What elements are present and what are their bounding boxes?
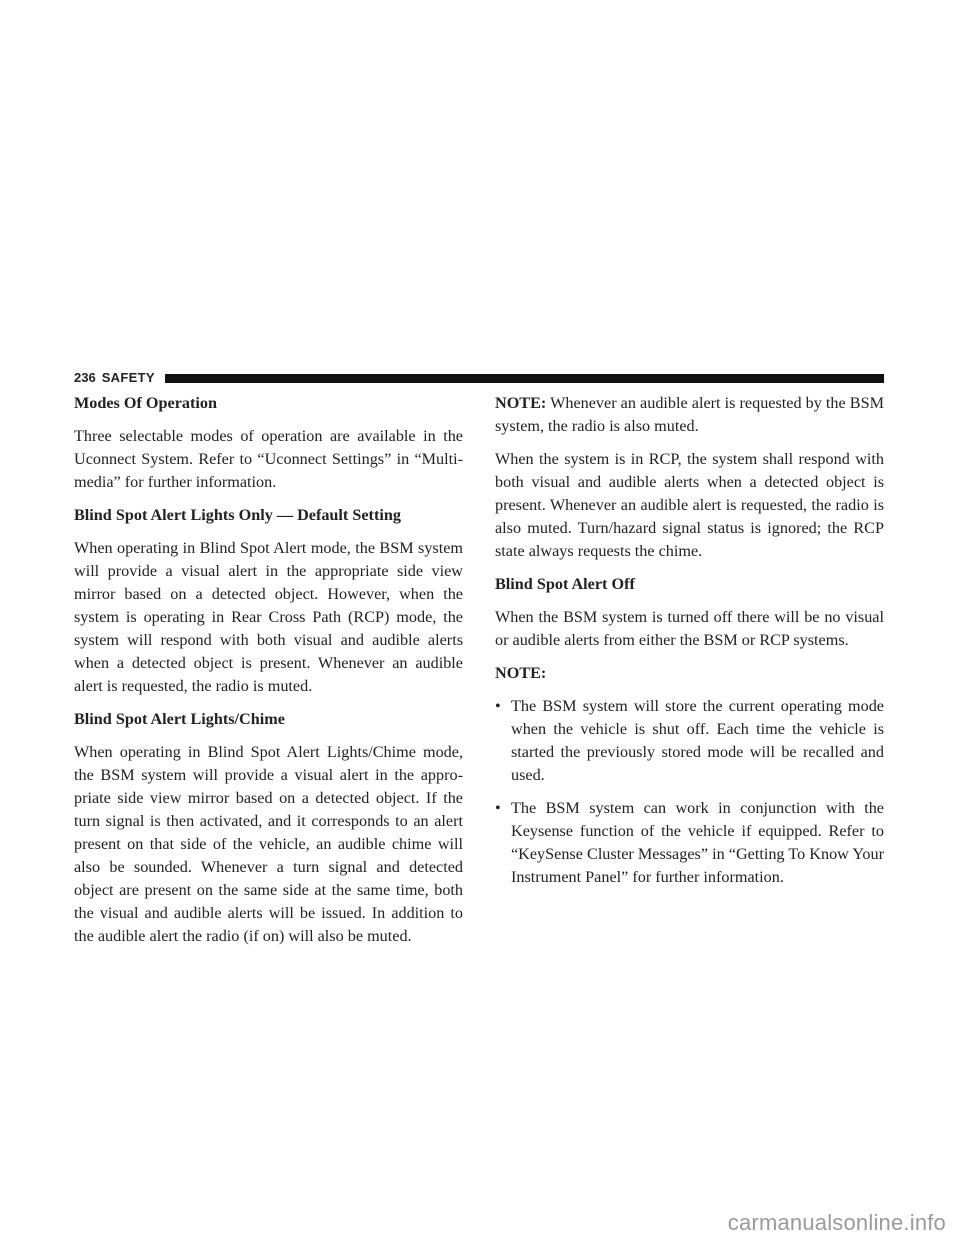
page-header [74, 370, 884, 386]
heading-lights-only: Blind Spot Alert Lights Only — Default Setting [74, 506, 401, 524]
note-audible-muted [495, 392, 884, 438]
paragraph-modes: Three selectable modes of operation are available in the Uconnect System. Refer to “Uconnect Settings” in “Multi-media” for further information. [74, 427, 463, 491]
bullet-icon: • [495, 799, 501, 817]
section-title: SAFETY [101, 370, 155, 385]
heading-lights-chime: Blind Spot Alert Lights/Chime [74, 710, 285, 728]
paragraph-lights-chime: When operating in Blind Spot Alert Lights/Chime mode, the BSM system will provide a visual alert in the appro-priate side view mirror based on a detected object. If the turn signal is then activated, and it corresponds to an alert present on that side of the vehicle, an audible chime will also be sounded. Whenever a turn signal and detected object are present on the same side at the same time, both the visual and audible alerts will be issued. In addition to the audible alert the radio (if on) will also be muted. [74, 743, 463, 945]
paragraph-lights-only: When operating in Blind Spot Alert mode, the BSM system will provide a visual alert in the appropriate side view mirror based on a detected object. However, when the system is operating in Rear Cross Path (RCP) mode, the system will respond with both visual and audible alerts when a detected object is present. Whenever an audible alert is requested, the radio is muted. [74, 539, 463, 695]
note-text: Whenever an audible alert is requested by the BSM system, the radio is also muted. [495, 394, 884, 435]
paragraph-rcp: When the system is in RCP, the system shall respond with both visual and audible alerts when a detected object is present. Whenever an audible alert is requested, the radio is also muted. Turn/hazard signal status is ignored; the RCP state always requests the chime. [495, 450, 884, 560]
note-bullet-list [495, 695, 884, 889]
page-number: 236 [74, 370, 96, 385]
note-label-standalone: NOTE: [495, 664, 547, 682]
list-item: • The BSM system will store the current operating mode when the vehicle is shut off. Each time the vehicle is started the previously stored mode will be recalled and used. [495, 697, 884, 784]
heading-modes-of-operation: Modes Of Operation [74, 394, 217, 412]
watermark-text: carmanualsonline.info [727, 1210, 946, 1235]
note-label: NOTE: [495, 394, 547, 412]
heading-alert-off: Blind Spot Alert Off [495, 575, 635, 593]
paragraph-alert-off: When the BSM system is turned off there will be no visual or audible alerts from either the BSM or RCP systems. [495, 608, 884, 649]
right-column [495, 392, 884, 899]
list-item: • The BSM system can work in conjunction with the Keysense function of the vehicle if equipped. Refer to “KeySense Cluster Messages” in “Getting To Know Your Instrument Panel” for further information. [495, 799, 884, 886]
header-rule [165, 374, 884, 383]
left-column [74, 392, 463, 958]
bullet-icon: • [495, 697, 501, 715]
